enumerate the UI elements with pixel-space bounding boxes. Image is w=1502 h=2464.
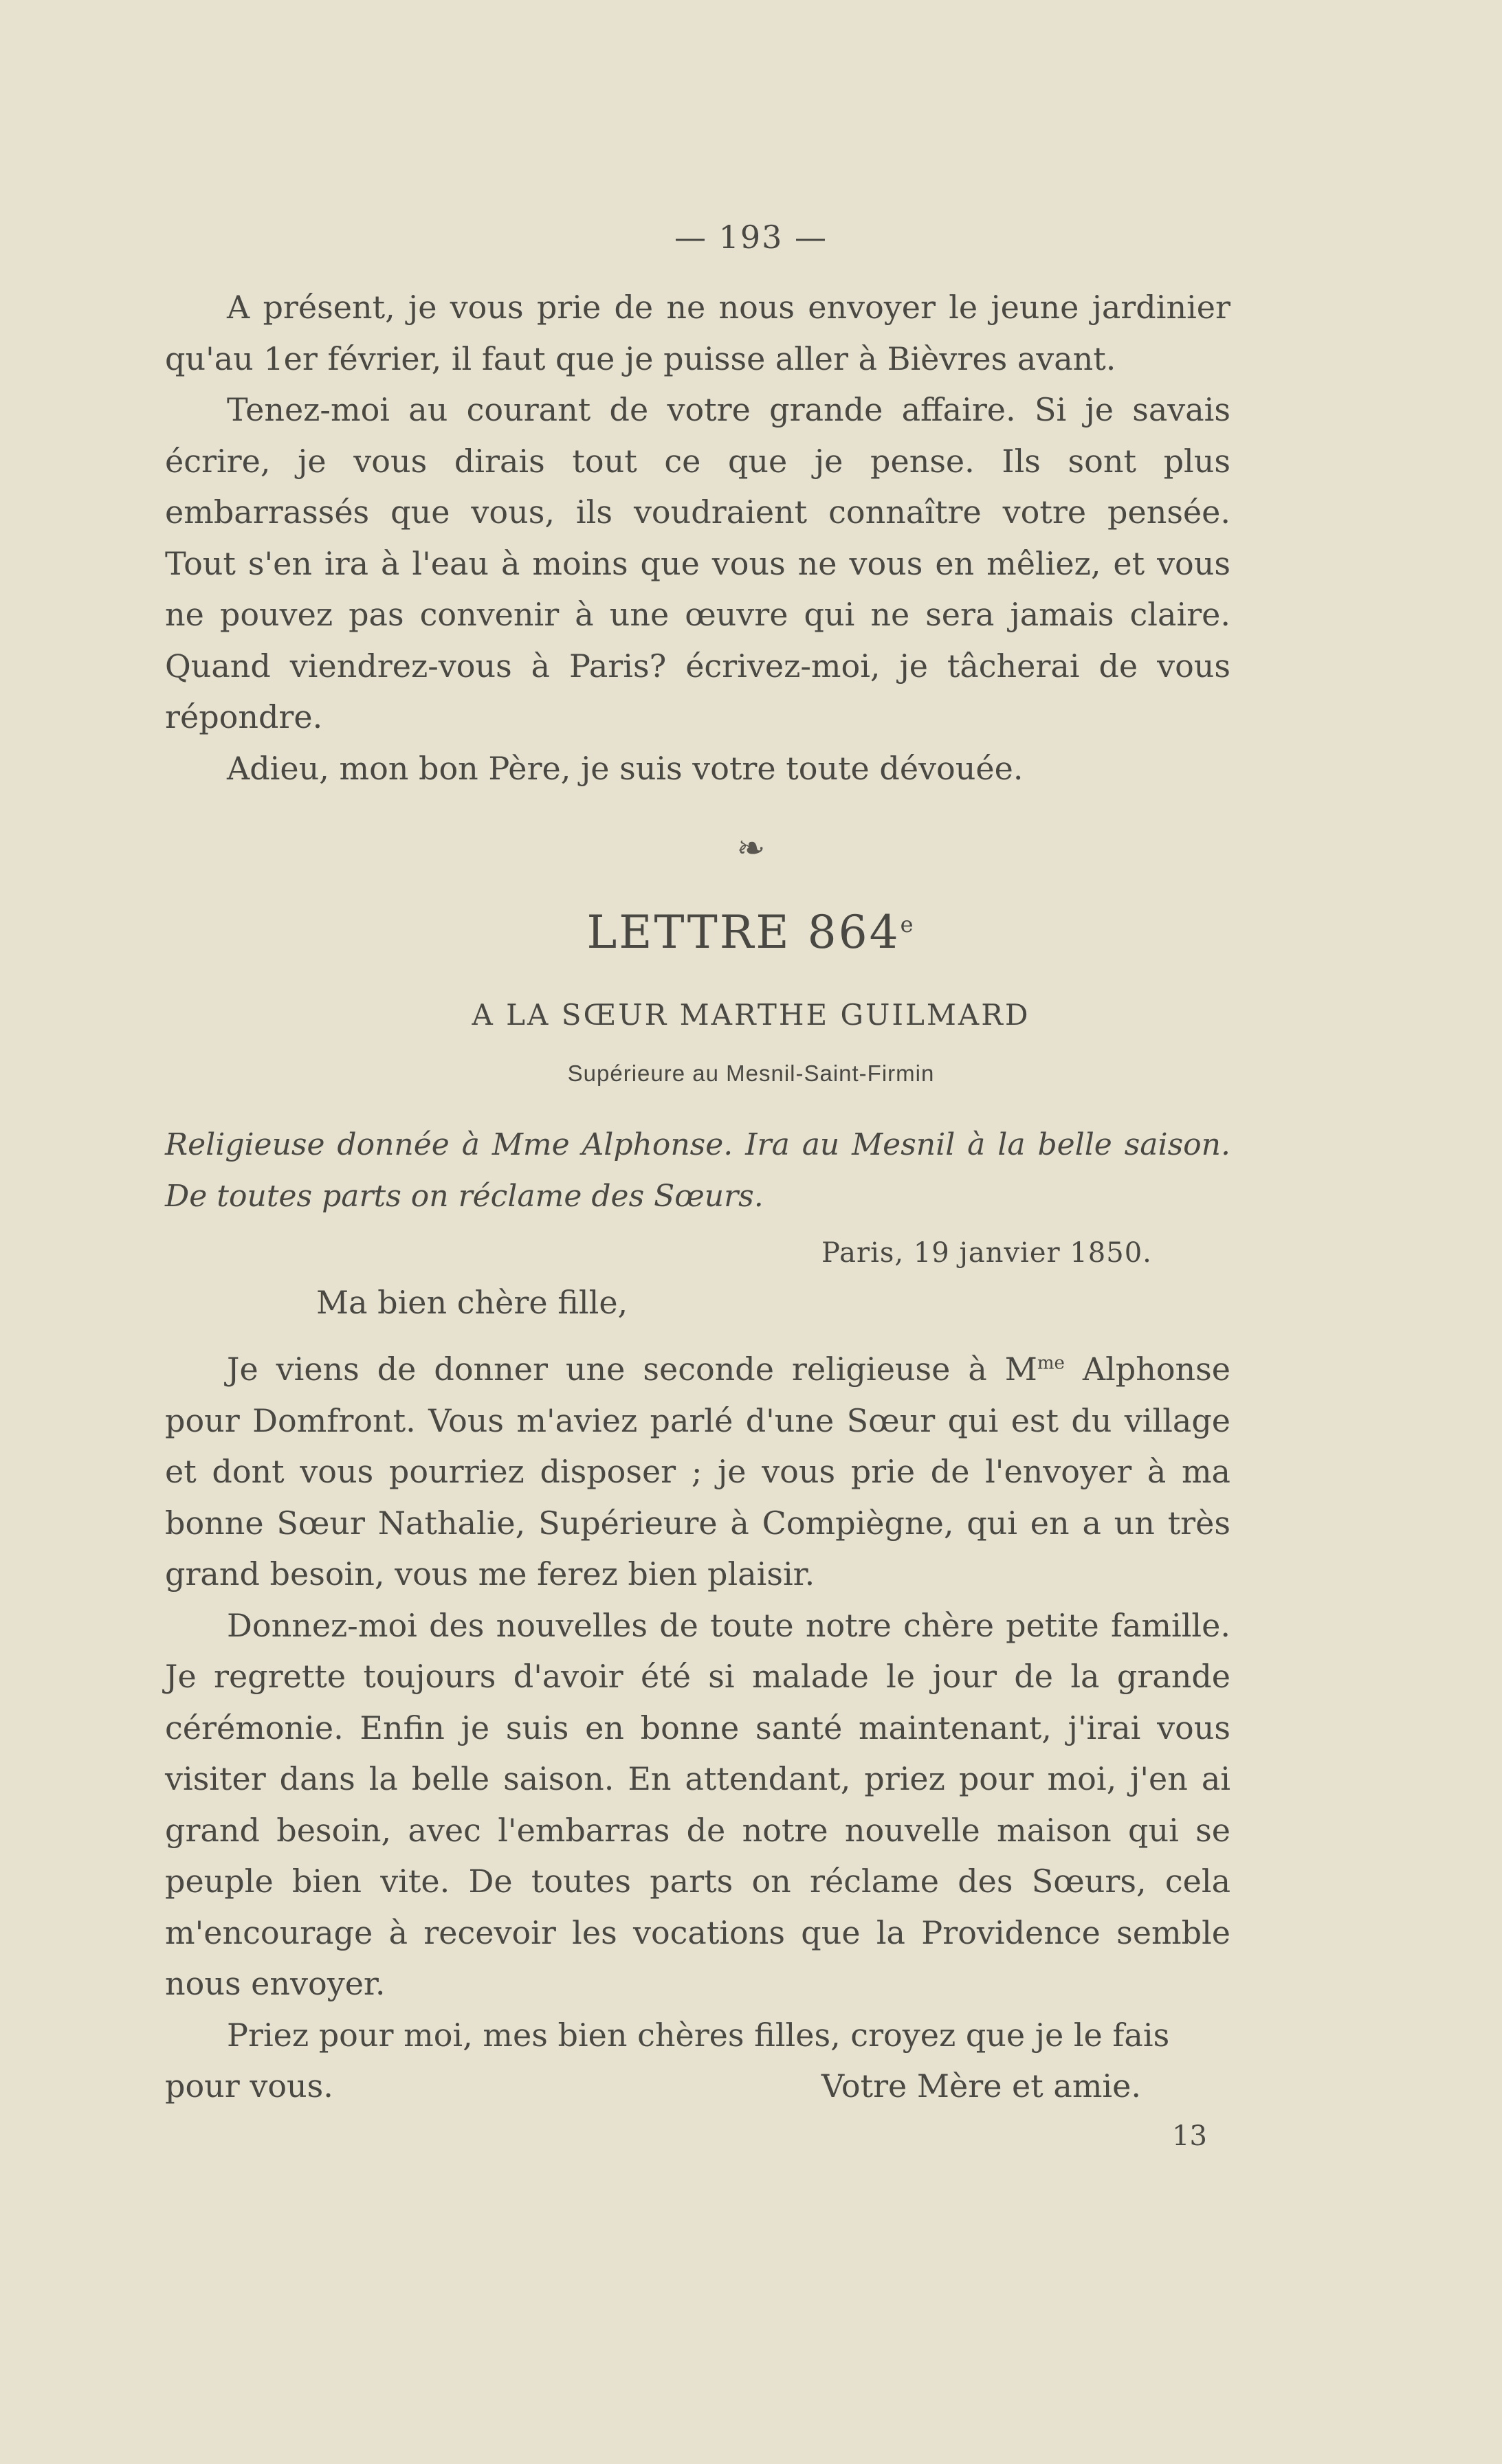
opening-paragraph-3: Adieu, mon bon Père, je suis votre toute dévouée.: [227, 749, 1024, 787]
letter-salutation: Ma bien chère fille,: [316, 1284, 628, 1321]
body-paragraph-3: Priez pour moi, mes bien chères filles, croyez que je le fais: [227, 2016, 1170, 2054]
ornament-divider-icon: ❧: [736, 828, 766, 868]
letter-date: Paris, 19 janvier 1850.: [821, 1237, 1152, 1269]
letter-body: [165, 1344, 1230, 2112]
recipient-subtitle: Supérieure au Mesnil-Saint-Firmin: [567, 1061, 935, 1086]
letter-title-text: LETTRE 864: [586, 906, 901, 959]
opening-text: [165, 282, 1230, 794]
opening-paragraph-1: A présent, je vous prie de ne nous envoyer le jeune jardinier qu'au 1er février, il faut que je puisse aller à Bièvres avant.: [165, 289, 1230, 377]
closing-signature: Votre Mère et amie.: [821, 2067, 1141, 2105]
body-paragraph-1-rest: Alphonse pour Domfront. Vous m'aviez parlé d'une Sœur qui est du village et dont vous pourriez disposer ; je vous prie de l'envoyer à ma bonne Sœur Nathalie, Supérieure à Compiègne, qui en a un très grand besoin, vous me ferez bien plaisir.: [165, 1351, 1231, 1592]
signature-mark: 13: [1172, 2120, 1207, 2152]
page-number: — 193 —: [674, 219, 828, 256]
body-paragraph-1-superscript: me: [1037, 1353, 1065, 1374]
body-paragraph-1: [165, 1344, 1230, 1600]
opening-paragraph-2: Tenez-moi au courant de votre grande affaire. Si je savais écrire, je vous dirais tout ce que je pense. Ils sont plus embarrassés que vous, ils voudraient connaître votre pensée. Tout s'en ira à l'eau à moins que vous ne vous en mêliez, et vous ne pouvez pas convenir à une œuvre qui ne sera jamais claire. Quand viendrez-vous à Paris? écrivez-moi, je tâcherai de vous répondre.: [165, 391, 1230, 735]
closing-left: pour vous.: [165, 2067, 333, 2105]
body-paragraph-2: Donnez-moi des nouvelles de toute notre chère petite famille. Je regrette toujours d'avoir été si malade le jour de la grande cérémonie. Enfin je suis en bonne santé maintenant, j'irai vous visiter dans la belle saison. En attendant, priez pour moi, j'en ai grand besoin, avec l'embarras de notre nouvelle maison qui se peuple bien vite. De toutes parts on réclame des Sœurs, cela m'encourage à recevoir les vocations que la Providence semble nous envoyer.: [165, 1606, 1230, 2002]
body-paragraph-1-start: Je viens de donner une seconde religieuse à M: [227, 1351, 1037, 1388]
letter-title: [0, 906, 1502, 959]
letter-title-superscript: e: [900, 911, 916, 937]
letter-summary: Religieuse donnée à Mme Alphonse. Ira au Mesnil à la belle saison. De toutes parts on réclame des Sœurs.: [165, 1127, 1230, 1214]
closing-row: [165, 2061, 1230, 2112]
letter-recipient: A LA SŒUR MARTHE GUILMARD: [472, 998, 1030, 1032]
